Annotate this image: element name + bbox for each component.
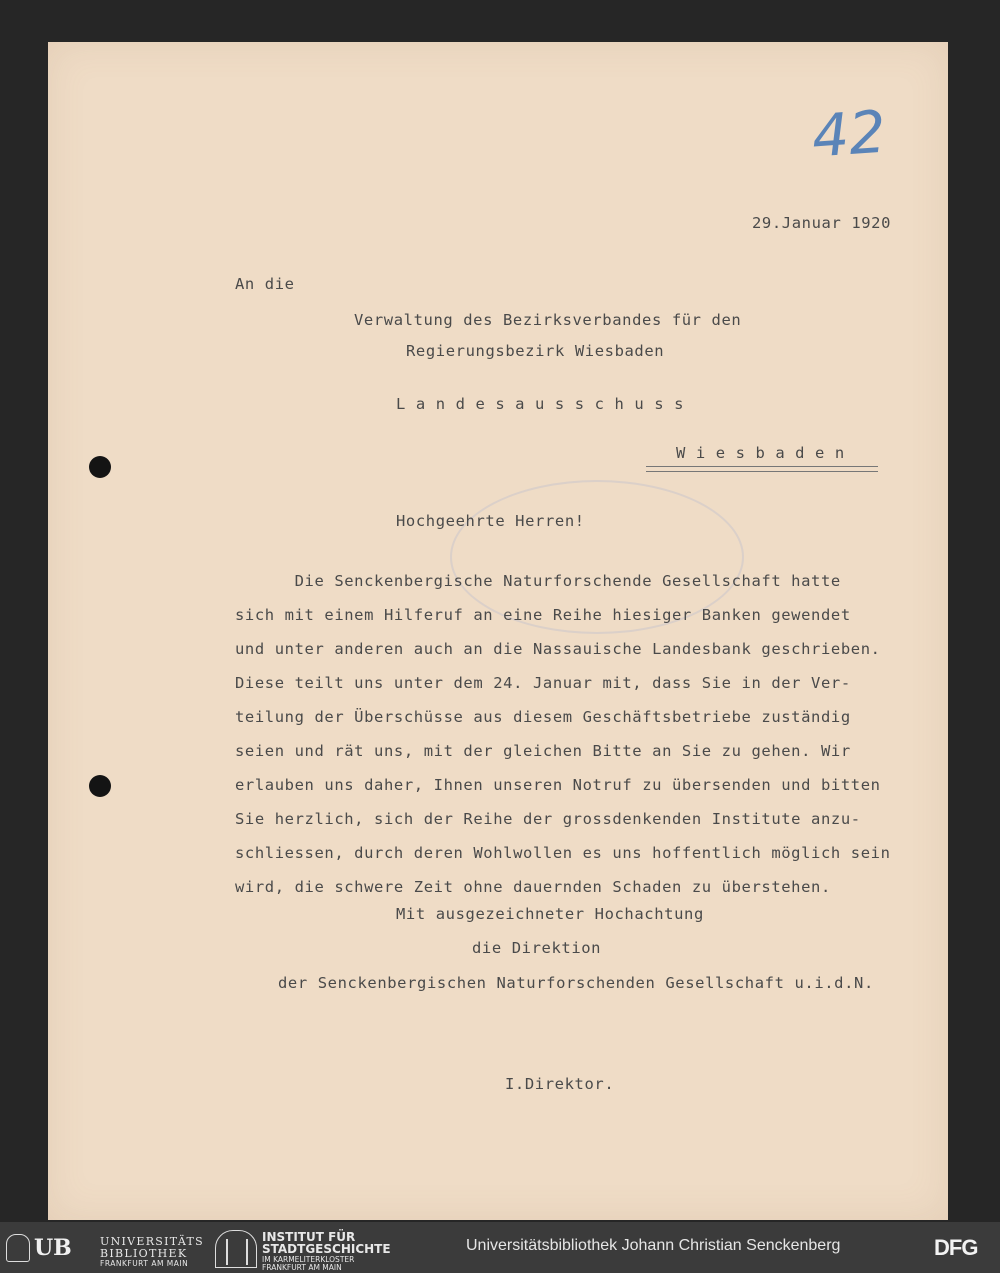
archive-footer bbox=[0, 1222, 1000, 1273]
greeting: Hochgeehrte Herren! bbox=[396, 512, 585, 530]
body-line: Die Senckenbergische Naturforschende Gesellschaft hatte bbox=[235, 572, 841, 590]
ub-logo-block[interactable] bbox=[6, 1230, 206, 1266]
archive-number: 42 bbox=[809, 97, 889, 171]
ub-line-2: BIBLIOTHEK bbox=[100, 1247, 188, 1260]
archway-icon bbox=[215, 1230, 257, 1268]
recipient-line-3: L a n d e s a u s s c h u s s bbox=[396, 395, 685, 413]
body-line: Sie herzlich, sich der Reihe der grossdenkenden Institute anzu- bbox=[235, 810, 861, 828]
body-line: wird, die schwere Zeit ohne dauernden Schaden zu überstehen. bbox=[235, 878, 831, 896]
recipient-line-2: Regierungsbezirk Wiesbaden bbox=[406, 342, 665, 360]
closing-line-1: Mit ausgezeichneter Hochachtung bbox=[396, 905, 704, 923]
body-line: und unter anderen auch an die Nassauische Landesbank geschrieben. bbox=[235, 640, 881, 658]
body-line: seien und rät uns, mit der gleichen Bitte an Sie zu gehen. Wir bbox=[235, 742, 851, 760]
signature: I.Direktor. bbox=[505, 1075, 615, 1093]
dfg-logo[interactable]: DFG bbox=[934, 1235, 978, 1260]
isg-line-1[interactable]: INSTITUT FÜR bbox=[262, 1230, 356, 1244]
recipient-line-1: Verwaltung des Bezirksverbandes für den bbox=[354, 311, 742, 329]
closing-line-3: der Senckenbergischen Naturforschenden Gesellschaft u.i.d.N. bbox=[278, 974, 874, 992]
isg-line-4: FRANKFURT AM MAIN bbox=[262, 1263, 342, 1272]
ub-line-1: UNIVERSITÄTS bbox=[100, 1235, 204, 1248]
footer-title: Universitätsbibliothek Johann Christian Senckenberg bbox=[466, 1237, 841, 1254]
punch-hole-lower bbox=[89, 775, 111, 797]
city-underline bbox=[646, 466, 878, 472]
recipient-city: W i e s b a d e n bbox=[676, 444, 845, 462]
body-line: sich mit einem Hilferuf an eine Reihe hiesiger Banken gewendet bbox=[235, 606, 851, 624]
body-line: teilung der Überschüsse aus diesem Geschäftsbetriebe zuständig bbox=[235, 708, 851, 726]
ub-line-3: FRANKFURT AM MAIN bbox=[100, 1259, 189, 1268]
address-to: An die bbox=[235, 275, 295, 293]
letter-date: 29.Januar 1920 bbox=[752, 214, 892, 232]
bust-icon bbox=[6, 1234, 30, 1262]
isg-line-2[interactable]: STADTGESCHICHTE bbox=[262, 1242, 391, 1256]
body-line: schliessen, durch deren Wohlwollen es uns hoffentlich möglich sein bbox=[235, 844, 891, 862]
body-line: erlauben uns daher, Ihnen unseren Notruf zu übersenden und bitten bbox=[235, 776, 881, 794]
closing-line-2: die Direktion bbox=[472, 939, 602, 957]
body-line: Diese teilt uns unter dem 24. Januar mit, dass Sie in der Ver- bbox=[235, 674, 851, 692]
ub-logo-text: UB bbox=[34, 1235, 72, 1261]
isg-line-3: IM KARMELITERKLOSTER bbox=[262, 1255, 355, 1264]
punch-hole-upper bbox=[89, 456, 111, 478]
ub-logo bbox=[6, 1234, 96, 1262]
